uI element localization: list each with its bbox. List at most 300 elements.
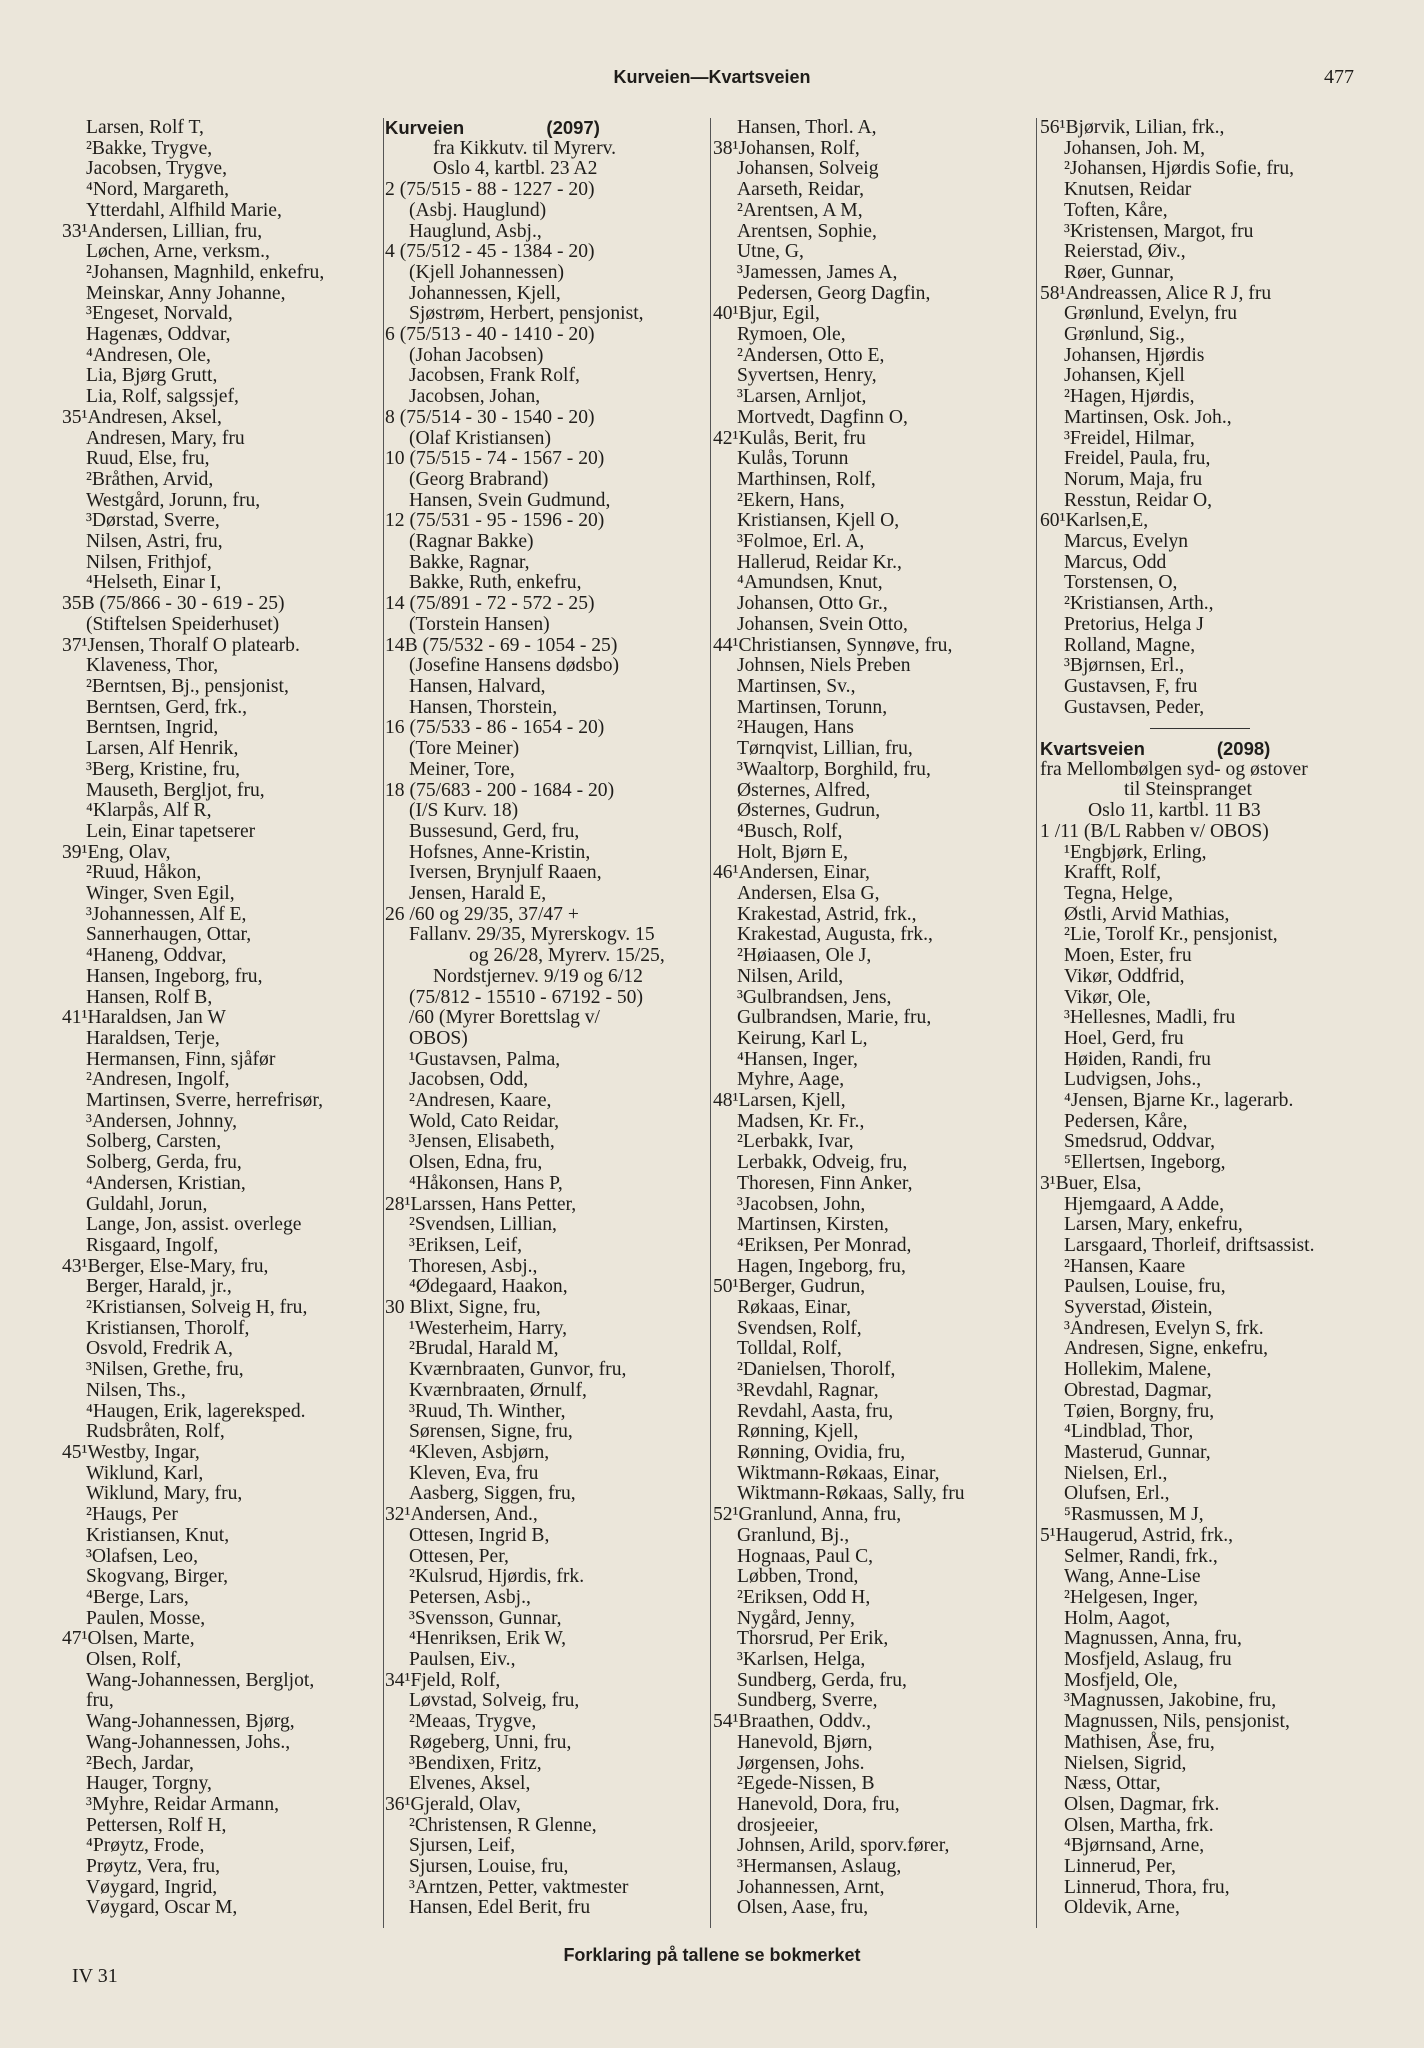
directory-entry: Jacobsen, Trygve, — [86, 158, 227, 180]
directory-entry: Andresen, Signe, enkefru, — [1064, 1338, 1269, 1360]
directory-entry: Marcus, Odd — [1064, 551, 1167, 573]
directory-entry: Hansen, Edel Berit, fru — [409, 1897, 591, 1919]
directory-entry: Hanevold, Dora, fru, — [737, 1793, 900, 1815]
directory-entry: Rønning, Kjell, — [737, 1421, 859, 1443]
directory-entry: Nielsen, Erl., — [1064, 1462, 1168, 1484]
directory-entry: Johannessen, Arnt, — [737, 1876, 885, 1898]
directory-entry: Hallerud, Reidar Kr., — [737, 551, 902, 573]
directory-entry: Hollekim, Malene, — [1064, 1359, 1212, 1381]
directory-entry: ³Hellesnes, Madli, fru — [1064, 1007, 1236, 1029]
directory-entry: Tøien, Borgny, fru, — [1064, 1400, 1215, 1422]
directory-entry: 10 (75/515 - 74 - 1567 - 20) — [385, 448, 605, 470]
directory-entry: Johansen, Joh. M, — [1064, 137, 1205, 159]
directory-entry: 28¹Larssen, Hans Petter, — [385, 1193, 577, 1215]
directory-entry: Hoel, Gerd, fru — [1064, 1027, 1184, 1049]
directory-entry: Linnerud, Thora, fru, — [1064, 1876, 1230, 1898]
directory-entry: 14B (75/532 - 69 - 1054 - 25) — [385, 634, 618, 656]
column-divider — [1036, 118, 1037, 1928]
directory-entry: ²Lerbakk, Ivar, — [737, 1131, 854, 1153]
directory-entry: Kværnbraaten, Ørnulf, — [409, 1379, 587, 1401]
directory-entry: Tolldal, Rolf, — [737, 1338, 842, 1360]
directory-entry: Masterud, Gunnar, — [1064, 1441, 1211, 1463]
directory-entry: 36¹Gjerald, Olav, — [385, 1793, 521, 1815]
directory-entry: 2 (75/515 - 88 - 1227 - 20) — [385, 179, 595, 201]
directory-entry: 33¹Andersen, Lillian, fru, — [62, 220, 263, 242]
directory-entry: 52¹Granlund, Anna, fru, — [713, 1504, 902, 1526]
directory-entry: ²Kristiansen, Arth., — [1064, 593, 1214, 615]
directory-entry: Hansen, Thorstein, — [409, 696, 558, 718]
directory-entry: 3¹Buer, Elsa, — [1040, 1172, 1142, 1194]
directory-entry: Wiklund, Karl, — [86, 1462, 204, 1484]
directory-entry: (Torstein Hansen) — [409, 613, 550, 635]
directory-entry: Kleven, Eva, fru — [409, 1462, 539, 1484]
directory-entry: Pedersen, Kåre, — [1064, 1110, 1188, 1132]
directory-entry: Martinsen, Osk. Joh., — [1064, 406, 1232, 428]
directory-entry: Olsen, Edna, fru, — [409, 1152, 543, 1174]
directory-entry: ²Svendsen, Lillian, — [409, 1214, 557, 1236]
directory-entry: Hansen, Thorl. A, — [737, 117, 877, 138]
directory-entry: Hognaas, Paul C, — [737, 1545, 874, 1567]
directory-entry: ³Andresen, Evelyn S, frk. — [1064, 1317, 1264, 1339]
directory-entry: Gustavsen, Peder, — [1064, 696, 1205, 718]
directory-entry: 40¹Bjur, Egil, — [713, 303, 820, 325]
street-heading: Kvartsveien (2098) — [1040, 738, 1271, 760]
directory-entry: Sannerhaugen, Ottar, — [86, 924, 252, 946]
directory-entry: Larsen, Rolf T, — [86, 117, 204, 138]
directory-entry: ²Christensen, R Glenne, — [409, 1814, 597, 1836]
directory-entry: ²Eriksen, Odd H, — [737, 1586, 871, 1608]
directory-entry: Rønning, Ovidia, fru, — [737, 1442, 906, 1463]
directory-entry: Ruud, Else, fru, — [86, 448, 210, 470]
directory-entry: Obrestad, Dagmar, — [1064, 1379, 1212, 1401]
directory-entry: 37¹Jensen, Thoralf O platearb. — [62, 634, 300, 656]
directory-entry: Pretorius, Helga J — [1064, 613, 1204, 635]
directory-entry: Nilsen, Ths., — [86, 1379, 186, 1401]
directory-entry: Lein, Einar tapetserer — [86, 820, 256, 842]
directory-entry: Løbben, Trond, — [737, 1566, 859, 1588]
directory-entry: ³Revdahl, Ragnar, — [737, 1379, 879, 1401]
directory-entry: ⁴Andresen, Ole, — [86, 344, 211, 366]
directory-entry: ³Myhre, Reidar Armann, — [86, 1793, 280, 1815]
directory-entry: Løchen, Arne, verksm., — [86, 241, 270, 263]
directory-entry: Kulås, Torunn — [737, 448, 849, 470]
directory-entry: (Georg Brabrand) — [409, 468, 549, 490]
directory-entry: ²Kristiansen, Solveig H, fru, — [86, 1297, 308, 1319]
directory-entry: Gustavsen, F, fru — [1064, 675, 1198, 697]
directory-entry: ⁴Henriksen, Erik W, — [409, 1628, 567, 1650]
directory-entry: Krafft, Rolf, — [1064, 862, 1162, 884]
directory-entry: ³Waaltorp, Borghild, fru, — [737, 758, 931, 780]
directory-entry: ²Berntsen, Bj., pensjonist, — [86, 675, 289, 697]
directory-entry: Elvenes, Aksel, — [409, 1773, 531, 1795]
directory-entry: Østli, Arvid Mathias, — [1064, 903, 1230, 925]
directory-entry: ⁴Helseth, Einar I, — [86, 572, 222, 594]
directory-entry: Fallanv. 29/35, Myrerskogv. 15 — [409, 924, 655, 946]
directory-entry: ³Johannessen, Alf E, — [86, 903, 247, 925]
directory-entry: 6 (75/513 - 40 - 1410 - 20) — [385, 324, 595, 346]
directory-entry: Granlund, Bj., — [737, 1524, 850, 1546]
directory-entry: ²Meaas, Trygve, — [409, 1711, 537, 1733]
directory-entry: ³Andersen, Johnny, — [86, 1110, 237, 1132]
directory-entry: Oldevik, Arne, — [1064, 1897, 1180, 1919]
directory-entry: Johansen, Otto Gr., — [737, 593, 888, 615]
directory-entry: ³Engeset, Norvald, — [86, 303, 233, 325]
directory-entry: Paulsen, Eiv., — [409, 1649, 516, 1671]
directory-entry: Hansen, Rolf B, — [86, 986, 213, 1008]
directory-entry: Hermansen, Finn, sjåfør — [86, 1048, 276, 1070]
directory-entry: 30 Blixt, Signe, fru, — [385, 1297, 541, 1319]
directory-entry: Wiklund, Mary, fru, — [86, 1483, 243, 1505]
directory-entry: Grønlund, Evelyn, fru — [1064, 303, 1238, 325]
directory-entry: Winger, Sven Egil, — [86, 883, 235, 905]
directory-entry: Meiner, Tore, — [409, 758, 515, 780]
directory-entry: Prøytz, Vera, fru, — [86, 1856, 221, 1878]
directory-entry: Larsen, Mary, enkefru, — [1064, 1214, 1243, 1236]
page-header-title: Kurveien—Kvartsveien — [613, 67, 811, 87]
directory-entry: ⁴Berge, Lars, — [86, 1586, 189, 1608]
directory-entry: (Tore Meiner) — [409, 738, 520, 760]
directory-entry: Røkaas, Einar, — [737, 1297, 852, 1319]
directory-entry: Risgaard, Ingolf, — [86, 1234, 219, 1256]
directory-entry: ⁴Jensen, Bjarne Kr., lagerarb. — [1064, 1090, 1294, 1112]
directory-entry: Løvstad, Solveig, fru, — [409, 1690, 580, 1712]
directory-entry: Grønlund, Sig., — [1064, 324, 1185, 346]
directory-column-1 — [62, 118, 387, 1919]
directory-entry: Jacobsen, Frank Rolf, — [409, 365, 580, 387]
directory-entry: ²Hansen, Kaare — [1064, 1255, 1186, 1277]
directory-entry: Berger, Harald, jr., — [86, 1276, 232, 1298]
directory-entry: ²Andresen, Kaare, — [409, 1090, 552, 1112]
directory-entry: Holm, Aagot, — [1064, 1607, 1171, 1629]
directory-entry: Jacobsen, Odd, — [409, 1069, 529, 1091]
directory-entry: Petersen, Asbj., — [409, 1586, 531, 1608]
directory-entry: Pettersen, Rolf H, — [86, 1814, 227, 1836]
directory-entry: ²Bråthen, Arvid, — [86, 468, 214, 490]
column-divider — [383, 118, 384, 1928]
directory-entry: Thorsrud, Per Erik, — [737, 1628, 889, 1650]
directory-entry: Guldahl, Jorun, — [86, 1193, 208, 1215]
directory-entry: ⁴Andersen, Kristian, — [86, 1172, 246, 1194]
directory-entry: Johansen, Hjørdis — [1064, 344, 1205, 366]
directory-entry: ³Freidel, Hilmar, — [1064, 427, 1195, 449]
directory-entry: /60 (Myrer Borettslag v/ — [409, 1007, 601, 1029]
directory-entry: Ludvigsen, Johs., — [1064, 1069, 1202, 1091]
directory-entry: 50¹Berger, Gudrun, — [713, 1276, 866, 1298]
directory-entry: Oslo 4, kartbl. 23 A2 — [433, 158, 598, 180]
directory-entry: ⁴Lindblad, Thor, — [1064, 1421, 1194, 1443]
directory-entry: ³Svensson, Gunnar, — [409, 1607, 562, 1629]
directory-column-4 — [1040, 118, 1365, 1919]
directory-entry: ²Egede-Nissen, B — [737, 1773, 875, 1795]
directory-entry: ⁴Bjørnsand, Arne, — [1064, 1835, 1205, 1857]
directory-entry: Sørensen, Signe, fru, — [409, 1421, 573, 1443]
directory-entry: Bakke, Ruth, enkefru, — [409, 572, 582, 594]
directory-entry: Sundberg, Gerda, fru, — [737, 1669, 907, 1691]
directory-entry: Osvold, Fredrik A, — [86, 1338, 233, 1360]
directory-entry: ²Lie, Torolf Kr., pensjonist, — [1064, 924, 1278, 946]
directory-entry: drosjeeier, — [737, 1814, 819, 1836]
directory-entry: ²Ekern, Hans, — [737, 489, 845, 511]
directory-entry: Ytterdahl, Alfhild Marie, — [86, 199, 282, 221]
directory-entry: ³Larsen, Arnljot, — [737, 386, 867, 408]
directory-entry: Nielsen, Sigrid, — [1064, 1752, 1187, 1774]
directory-entry: 56¹Bjørvik, Lilian, frk., — [1040, 117, 1225, 138]
directory-entry: ⁴Håkonsen, Hans P, — [409, 1172, 563, 1194]
directory-entry: ⁴Kleven, Asbjørn, — [409, 1442, 550, 1463]
directory-entry: ³Dørstad, Sverre, — [86, 510, 220, 532]
directory-entry: Lange, Jon, assist. overlege — [86, 1214, 302, 1236]
directory-entry: ²Hagen, Hjørdis, — [1064, 386, 1195, 408]
directory-entry: Smedsrud, Oddvar, — [1064, 1131, 1216, 1153]
directory-entry: Hofsnes, Anne-Kristin, — [409, 841, 591, 863]
directory-entry: 46¹Andersen, Einar, — [713, 862, 870, 884]
directory-entry: Wiktmann-Røkaas, Sally, fru — [737, 1483, 965, 1505]
directory-entry: ²Kulsrud, Hjørdis, frk. — [409, 1566, 585, 1588]
directory-entry: 26 /60 og 29/35, 37/47 + — [385, 903, 579, 925]
directory-entry: 8 (75/514 - 30 - 1540 - 20) — [385, 406, 595, 428]
directory-entry: Wang, Anne-Lise — [1064, 1566, 1201, 1588]
directory-entry: Olsen, Aase, fru, — [737, 1897, 869, 1919]
directory-entry: Høiden, Randi, fru — [1064, 1048, 1211, 1070]
directory-column-3 — [713, 118, 1038, 1919]
directory-entry: (Olaf Kristiansen) — [409, 427, 552, 449]
directory-entry: ³Karlsen, Helga, — [737, 1649, 866, 1671]
directory-entry: 54¹Braathen, Oddv., — [713, 1711, 872, 1733]
directory-entry: Hansen, Halvard, — [409, 675, 546, 697]
directory-entry: ⁵Ellertsen, Ingeborg, — [1064, 1152, 1226, 1174]
directory-entry: ²Haugs, Per — [86, 1504, 178, 1526]
directory-entry: fra Mellombølgen syd- og østover — [1040, 758, 1308, 780]
directory-entry: Røgeberg, Unni, fru, — [409, 1731, 572, 1753]
directory-entry: Holt, Bjørn E, — [737, 841, 849, 863]
directory-entry: (I/S Kurv. 18) — [409, 800, 519, 822]
directory-entry: Thoresen, Finn Anker, — [737, 1172, 913, 1194]
directory-entry: Skogvang, Birger, — [86, 1566, 228, 1588]
directory-entry: ³Jamessen, James A, — [737, 261, 898, 283]
directory-entry: Røer, Gunnar, — [1064, 261, 1174, 283]
directory-entry: Meinskar, Anny Johanne, — [86, 282, 286, 304]
footer-signature: IV 31 — [72, 1965, 118, 1987]
directory-entry: Resstun, Reidar O, — [1064, 489, 1213, 511]
directory-entry: 32¹Andersen, And., — [385, 1504, 538, 1526]
directory-entry: Jørgensen, Johs. — [737, 1752, 865, 1774]
directory-entry: Solberg, Carsten, — [86, 1131, 222, 1153]
directory-entry: Johansen, Kjell — [1064, 365, 1185, 387]
directory-entry: Hansen, Svein Gudmund, — [409, 489, 611, 511]
directory-entry: Østernes, Alfred, — [737, 779, 871, 801]
directory-entry: Magnussen, Nils, pensjonist, — [1064, 1711, 1290, 1733]
directory-entry: Linnerud, Per, — [1064, 1856, 1176, 1878]
directory-entry: OBOS) — [409, 1027, 468, 1049]
directory-entry: Vøygard, Ingrid, — [86, 1876, 218, 1898]
directory-entry: Wiktmann-Røkaas, Einar, — [737, 1462, 940, 1484]
page-number: 477 — [1324, 66, 1354, 88]
directory-entry: Paulsen, Louise, fru, — [1064, 1276, 1226, 1298]
directory-entry: Wang-Johannessen, Bjørg, — [86, 1711, 295, 1733]
directory-entry: ⁴Amundsen, Knut, — [737, 572, 883, 594]
directory-entry: Martinsen, Torunn, — [737, 696, 888, 718]
directory-entry: 14 (75/891 - 72 - 572 - 25) — [385, 593, 595, 615]
directory-entry: og 26/28, Myrerv. 15/25, — [469, 945, 665, 967]
directory-column-2 — [385, 118, 710, 1919]
directory-entry: ³Gulbrandsen, Jens, — [737, 986, 892, 1008]
directory-entry: Rudsbråten, Rolf, — [86, 1421, 225, 1443]
directory-entry: Arentsen, Sophie, — [737, 220, 877, 242]
directory-entry: ¹Gustavsen, Palma, — [409, 1048, 561, 1070]
directory-entry: (75/812 - 15510 - 67192 - 50) — [409, 986, 644, 1008]
directory-entry: Hauger, Torgny, — [86, 1773, 212, 1795]
directory-entry: 38¹Johansen, Rolf, — [713, 137, 860, 159]
directory-entry: Hagen, Ingeborg, fru, — [737, 1255, 906, 1277]
directory-entry: Kværnbraaten, Gunvor, fru, — [409, 1359, 627, 1381]
directory-entry: ³Jensen, Elisabeth, — [409, 1131, 555, 1153]
directory-entry: ⁵Rasmussen, M J, — [1064, 1504, 1204, 1526]
directory-entry: Mosfjeld, Aslaug, fru — [1064, 1649, 1232, 1671]
directory-entry: Moen, Ester, fru — [1064, 945, 1192, 967]
directory-entry: Rolland, Magne, — [1064, 634, 1196, 656]
directory-entry: Sjøstrøm, Herbert, pensjonist, — [409, 303, 644, 325]
directory-entry: Vøygard, Oscar M, — [86, 1897, 238, 1919]
directory-entry: Rymoen, Ole, — [737, 324, 846, 346]
directory-entry: Kristiansen, Knut, — [86, 1524, 230, 1546]
directory-entry: Olufsen, Erl., — [1064, 1483, 1170, 1505]
directory-entry: 39¹Eng, Olav, — [62, 841, 171, 863]
directory-entry: Mauseth, Bergljot, fru, — [86, 779, 265, 801]
directory-entry: ²Danielsen, Thorolf, — [737, 1359, 896, 1381]
directory-entry: Haraldsen, Terje, — [86, 1027, 220, 1049]
directory-entry: (Stiftelsen Speiderhuset) — [86, 613, 280, 635]
directory-entry: ³Magnussen, Jakobine, fru, — [1064, 1690, 1277, 1712]
directory-entry: Aasberg, Siggen, fru, — [409, 1483, 576, 1505]
directory-entry: Reierstad, Øiv., — [1064, 241, 1186, 263]
directory-entry: ³Olafsen, Leo, — [86, 1545, 198, 1567]
directory-entry: Wang-Johannessen, Bergljot, — [86, 1669, 315, 1691]
directory-entry: Martinsen, Sverre, herrefrisør, — [86, 1090, 323, 1112]
directory-entry: (Josefine Hansens dødsbo) — [409, 655, 620, 677]
directory-entry: ³Folmoe, Erl. A, — [737, 531, 865, 553]
directory-entry: Nilsen, Astri, fru, — [86, 531, 223, 553]
directory-entry: ²Høiaasen, Ole J, — [737, 945, 872, 967]
directory-entry: Aarseth, Reidar, — [737, 179, 865, 201]
directory-entry: Klaveness, Thor, — [86, 655, 219, 677]
directory-entry: 58¹Andreassen, Alice R J, fru — [1040, 282, 1272, 304]
directory-entry: Berntsen, Ingrid, — [86, 717, 219, 739]
directory-entry: Nordstjernev. 9/19 og 6/12 — [433, 965, 643, 987]
directory-entry: Olsen, Dagmar, frk. — [1064, 1793, 1220, 1815]
directory-entry: Østernes, Gudrun, — [737, 800, 881, 822]
directory-entry: Hauglund, Asbj., — [409, 220, 542, 242]
directory-entry: Tegna, Helge, — [1064, 883, 1174, 904]
directory-entry: ³Arntzen, Petter, vaktmester — [409, 1876, 629, 1898]
directory-entry: Bakke, Ragnar, — [409, 551, 530, 573]
directory-entry: ²Helgesen, Inger, — [1064, 1586, 1199, 1608]
directory-entry: Krakestad, Astrid, frk., — [737, 903, 917, 925]
directory-entry: ⁴Haneng, Oddvar, — [86, 945, 227, 967]
directory-entry: 44¹Christiansen, Synnøve, fru, — [713, 634, 953, 656]
directory-entry: Madsen, Kr. Fr., — [737, 1110, 865, 1132]
directory-entry: Toften, Kåre, — [1064, 199, 1168, 221]
directory-entry: Nygård, Jenny, — [737, 1607, 855, 1629]
street-heading: Kurveien (2097) — [385, 117, 600, 138]
directory-entry: Nilsen, Frithjof, — [86, 551, 212, 573]
directory-entry: 43¹Berger, Else-Mary, fru, — [62, 1255, 269, 1277]
directory-entry: 60¹Karlsen,E, — [1040, 510, 1149, 532]
column-divider — [710, 118, 711, 1928]
directory-entry: Sjursen, Leif, — [409, 1835, 516, 1857]
directory-entry: Selmer, Randi, frk., — [1064, 1545, 1218, 1567]
directory-entry: 34¹Fjeld, Rolf, — [385, 1669, 501, 1691]
directory-entry: Keirung, Karl L, — [737, 1027, 868, 1049]
footer-note: Forklaring på tallene se bokmerket — [563, 1945, 861, 1965]
directory-entry: Johannessen, Kjell, — [409, 282, 561, 304]
directory-entry: Lia, Rolf, salgssjef, — [86, 386, 239, 408]
directory-entry: ³Jacobsen, John, — [737, 1193, 866, 1215]
directory-entry: Ottesen, Ingrid B, — [409, 1524, 550, 1546]
directory-entry: 35¹Andresen, Aksel, — [62, 406, 222, 428]
directory-entry: Marcus, Evelyn — [1064, 531, 1189, 553]
directory-entry: fru, — [86, 1690, 114, 1712]
directory-entry: Torstensen, O, — [1064, 572, 1178, 594]
directory-entry: Westgård, Jorunn, fru, — [86, 489, 261, 511]
directory-entry: ²Arentsen, A M, — [737, 199, 863, 221]
directory-entry: ²Andresen, Ingolf, — [86, 1069, 230, 1091]
directory-entry: Jacobsen, Johan, — [409, 386, 541, 408]
directory-entry: Andresen, Mary, fru — [86, 427, 245, 449]
directory-entry: Martinsen, Kirsten, — [737, 1214, 889, 1236]
directory-entry: Solberg, Gerda, fru, — [86, 1152, 242, 1174]
section-divider — [1040, 718, 1365, 739]
directory-entry: ²Brudal, Harald M, — [409, 1338, 559, 1360]
directory-entry: Sjursen, Louise, fru, — [409, 1856, 569, 1878]
directory-entry: Lia, Bjørg Grutt, — [86, 365, 218, 387]
directory-entry: Olsen, Martha, frk. — [1064, 1814, 1214, 1836]
directory-entry: Oslo 11, kartbl. 11 B3 — [1088, 800, 1261, 822]
directory-entry: Syvertsen, Henry, — [737, 365, 877, 387]
directory-entry: ¹Engbjørk, Erling, — [1064, 841, 1207, 863]
directory-entry: ²Johansen, Hjørdis Sofie, fru, — [1064, 158, 1295, 180]
directory-entry: ³Bjørnsen, Erl., — [1064, 655, 1185, 677]
directory-entry: Johansen, Svein Otto, — [737, 613, 908, 635]
directory-entry: Johnsen, Arild, sporv.fører, — [737, 1835, 950, 1857]
directory-entry: 41¹Haraldsen, Jan W — [62, 1007, 226, 1029]
directory-entry: ³Berg, Kristine, fru, — [86, 758, 241, 780]
directory-entry: Tørnqvist, Lillian, fru, — [737, 738, 913, 760]
directory-entry: (Ragnar Bakke) — [409, 531, 534, 553]
directory-entry: Kristiansen, Thorolf, — [86, 1317, 250, 1339]
directory-entry: Larsen, Alf Henrik, — [86, 738, 239, 760]
directory-entry: ⁴Haugen, Erik, lagereksped. — [86, 1400, 306, 1422]
directory-entry: ⁴Prøytz, Frode, — [86, 1835, 205, 1857]
directory-entry: ³Nilsen, Grethe, fru, — [86, 1359, 244, 1381]
directory-entry: ⁴Eriksen, Per Monrad, — [737, 1234, 912, 1256]
directory-entry: Wold, Cato Reidar, — [409, 1110, 560, 1132]
directory-entry: Jensen, Harald E, — [409, 883, 547, 905]
directory-entry: ⁴Ødegaard, Haakon, — [409, 1276, 568, 1298]
directory-entry: Thoresen, Asbj., — [409, 1255, 538, 1277]
directory-entry: Ottesen, Per, — [409, 1545, 509, 1567]
directory-entry: Krakestad, Augusta, frk., — [737, 924, 933, 946]
directory-entry: (Kjell Johannessen) — [409, 261, 565, 283]
directory-entry: ¹Westerheim, Harry, — [409, 1317, 568, 1339]
directory-entry: til Steinspranget — [1124, 779, 1252, 801]
directory-entry: Mosfjeld, Ole, — [1064, 1669, 1178, 1691]
directory-entry: Svendsen, Rolf, — [737, 1317, 862, 1339]
directory-entry: Nilsen, Arild, — [737, 965, 844, 987]
directory-entry: 48¹Larsen, Kjell, — [713, 1090, 846, 1112]
directory-entry: Mortvedt, Dagfinn O, — [737, 406, 908, 428]
directory-entry: Wang-Johannessen, Johs., — [86, 1731, 291, 1753]
directory-entry: Revdahl, Aasta, fru, — [737, 1400, 894, 1422]
